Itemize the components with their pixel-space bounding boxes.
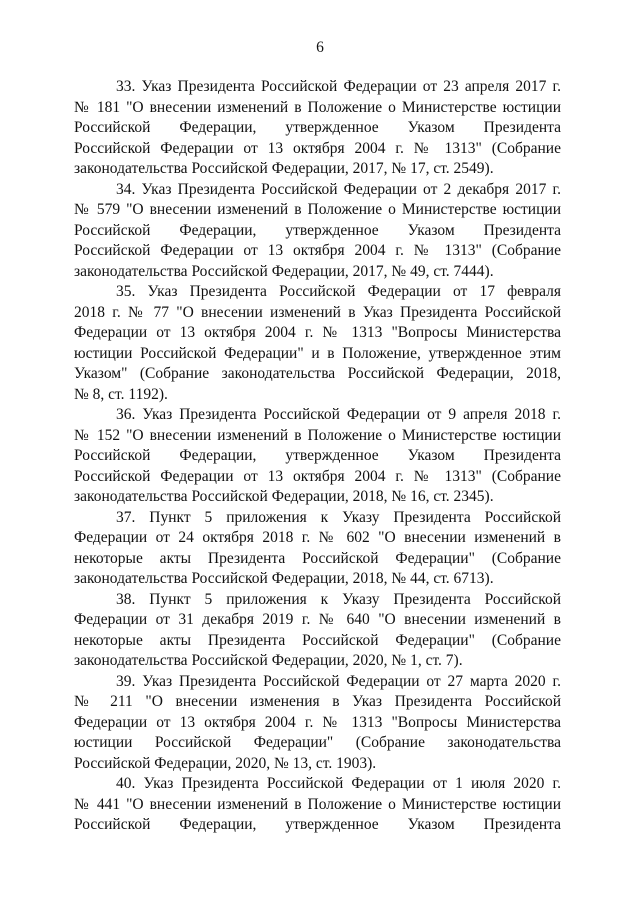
text-line: Российской Федерации, 2020, № 13, ст. 1903). (74, 754, 377, 772)
text-line: законодательства Российской Федерации, 2018, № 44, ст. 6713). (74, 570, 494, 587)
text-line: № 181 "О внесении изменений в Положение о Министерстве юстиции (74, 98, 561, 116)
text-line: 34. Указ Президента Российской Федерации от 2 декабря 2017 г. (116, 180, 561, 198)
list-item (74, 405, 561, 508)
text-line: юстиции Российской Федерации" (Собрание законодательства (74, 734, 561, 751)
text-line: № 579 "О внесении изменений в Положение о Министерстве юстиции (74, 201, 561, 218)
text-line: 35. Указ Президента Российской Федерации от 17 февраля (116, 283, 561, 300)
text-line: № 8, ст. 1192). (74, 385, 168, 403)
text-line: некоторые акты Президента Российской Федерации" (Собрание (74, 549, 561, 567)
text-line: Российской Федерации от 13 октября 2004 г. № 1313" (Собрание (74, 467, 561, 485)
text-line: 38. Пункт 5 приложения к Указу Президента Российской (116, 590, 561, 608)
text-line: юстиции Российской Федерации" и в Положение, утвержденное этим (74, 344, 561, 362)
list-item (74, 77, 561, 180)
text-line: Российской Федерации от 13 октября 2004 г. № 1313" (Собрание (74, 139, 561, 157)
text-line: законодательства Российской Федерации, 2018, № 16, ст. 2345). (74, 488, 494, 505)
text-line: Указом" (Собрание законодательства Российской Федерации, 2018, (74, 365, 561, 382)
text-line: 2018 г. № 77 "О внесении изменений в Указ Президента Российской (74, 303, 561, 321)
text-line: 36. Указ Президента Российской Федерации от 9 апреля 2018 г. (116, 406, 561, 423)
text-line: Федерации от 24 октября 2018 г. № 602 "О внесении изменений в (74, 529, 561, 546)
document-body (74, 77, 561, 836)
text-line: № 152 "О внесении изменений в Положение о Министерстве юстиции (74, 426, 561, 444)
text-line: Федерации от 13 октября 2004 г. № 1313 "Вопросы Министерства (74, 324, 561, 341)
page-number: 6 (316, 39, 324, 56)
text-line: законодательства Российской Федерации, 2020, № 1, ст. 7). (74, 652, 463, 669)
text-line: № 441 "О внесении изменений в Положение о Министерстве юстиции (74, 795, 561, 813)
text-line: Российской Федерации, утвержденное Указом Президента (74, 447, 561, 464)
text-line: Российской Федерации от 13 октября 2004 г. № 1313" (Собрание (74, 242, 561, 259)
text-line: Федерации от 13 октября 2004 г. № 1313 "Вопросы Министерства (74, 713, 561, 731)
text-line: Российской Федерации, утвержденное Указом Президента (74, 221, 561, 239)
list-item (74, 282, 561, 405)
text-line: 39. Указ Президента Российской Федерации от 27 марта 2020 г. (116, 672, 561, 690)
list-item (74, 672, 561, 775)
text-line: 40. Указ Президента Российской Федерации от 1 июля 2020 г. (116, 775, 561, 792)
text-line: 33. Указ Президента Российской Федерации от 23 апреля 2017 г. (116, 78, 561, 95)
text-line: законодательства Российской Федерации, 2017, № 49, ст. 7444). (74, 262, 494, 280)
list-item (74, 774, 561, 836)
text-line: Российской Федерации, утвержденное Указом Президента (74, 119, 561, 136)
list-item (74, 590, 561, 672)
text-line: некоторые акты Президента Российской Федерации" (Собрание (74, 631, 561, 649)
text-line: Российской Федерации, утвержденное Указом Президента (74, 816, 561, 833)
text-line: Федерации от 31 декабря 2019 г. № 640 "О внесении изменений в (74, 611, 561, 628)
text-line: № 211 "О внесении изменения в Указ Президента Российской (74, 693, 561, 710)
list-item (74, 508, 561, 590)
list-item (74, 180, 561, 283)
text-line: 37. Пункт 5 приложения к Указу Президента Российской (116, 508, 561, 526)
text-line: законодательства Российской Федерации, 2017, № 17, ст. 2549). (74, 160, 494, 177)
